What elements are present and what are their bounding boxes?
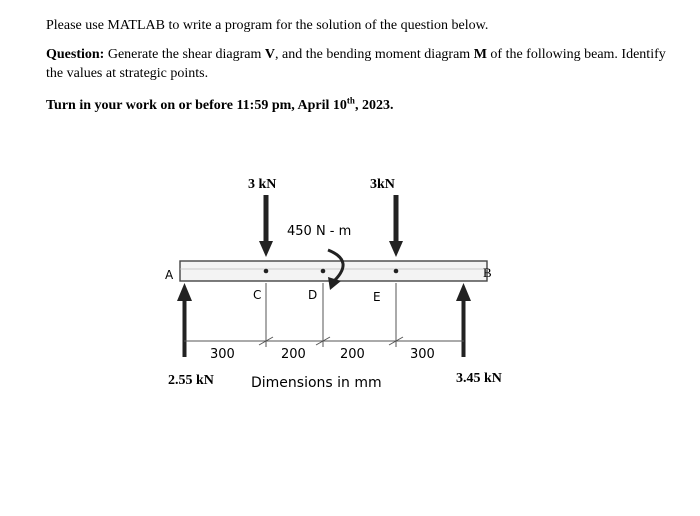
- deadline-sup: th: [346, 95, 355, 106]
- point-c-label: C: [253, 288, 262, 302]
- question-text: [46, 45, 666, 83]
- reaction-arrow-right: [456, 283, 471, 357]
- dimension-4: 300: [410, 347, 435, 362]
- point-b-label: B: [483, 265, 492, 280]
- moment-symbol: M: [473, 47, 487, 62]
- dimension-2: 200: [281, 347, 306, 362]
- dimensions-caption: Dimensions in mm: [251, 375, 382, 391]
- question-pre: Generate the shear diagram: [104, 47, 265, 62]
- point-d-dot: [321, 269, 326, 274]
- reaction-arrow-left: [177, 283, 192, 357]
- question-mid: , and the bending moment diagram: [275, 47, 474, 62]
- load-right-label: 3kN: [370, 177, 395, 192]
- deadline-pre: Turn in your work on or before 11:59 pm, April 10: [46, 98, 347, 113]
- question-label: Question:: [46, 47, 105, 62]
- point-c-dot: [264, 269, 269, 274]
- load-arrow-left: [259, 195, 273, 257]
- point-e-dot: [394, 269, 399, 274]
- reaction-left-label: 2.55 kN: [168, 373, 214, 388]
- moment-label: 450 N - m: [287, 224, 352, 239]
- dimension-1: 300: [210, 347, 235, 362]
- deadline-post: , 2023.: [354, 98, 394, 113]
- intro-text: Please use MATLAB to write a program for the solution of the question below.: [46, 18, 489, 33]
- deadline-text: [46, 96, 666, 115]
- question-post: of the following beam. Identify the values at strategic points.: [46, 47, 666, 81]
- point-d-label: D: [308, 288, 318, 302]
- dimension-3: 200: [340, 347, 365, 362]
- load-arrow-right: [389, 195, 403, 257]
- point-a-label: A: [165, 268, 174, 282]
- point-e-label: E: [373, 290, 381, 304]
- load-left-label: 3 kN: [248, 177, 277, 192]
- beam-diagram: [160, 165, 540, 400]
- shear-symbol: V: [264, 47, 275, 62]
- reaction-right-label: 3.45 kN: [456, 371, 502, 386]
- beam: [180, 261, 487, 281]
